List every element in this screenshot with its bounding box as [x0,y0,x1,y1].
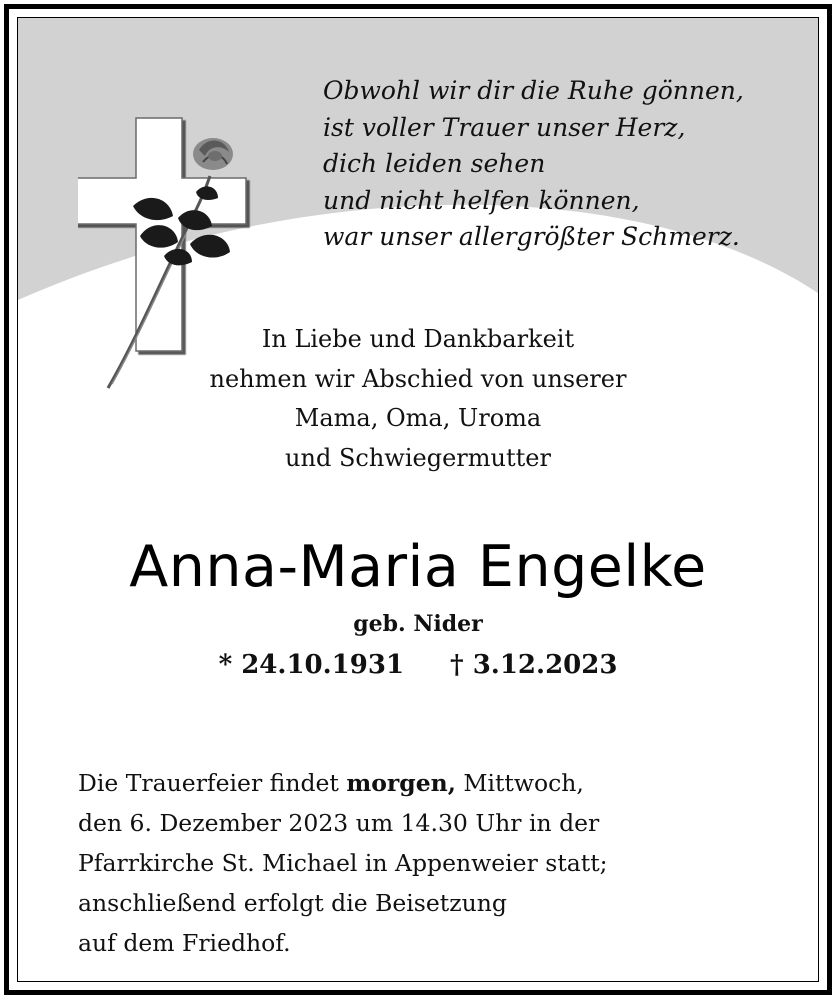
poem-line: ist voller Trauer unser Herz, [323,112,686,142]
intro-line: nehmen wir Abschied von unserer [209,364,627,393]
details-line: Pfarrkirche St. Michael in Appenweier statt; [78,849,608,877]
details-text: Mittwoch, [455,769,584,797]
details-line: anschließend erfolgt die Beisetzung [78,889,507,917]
life-dates [18,650,818,680]
poem-line: war unser allergrößter Schmerz. [323,222,740,251]
intro-line: und Schwiegermutter [285,443,551,472]
details-line: auf dem Friedhof. [78,929,291,957]
details-text: Die Trauerfeier findet [78,769,347,797]
poem-line: dich leiden sehen [323,149,546,178]
birth-date: * 24.10.1931 [218,650,405,680]
intro-line: Mama, Oma, Uroma [294,404,542,432]
farewell-intro [18,320,818,478]
birth-name: geb. Nider [353,611,483,637]
details-emphasis: morgen, [346,769,456,797]
obituary-frame [4,4,832,995]
deceased-name: Anna-Maria Engelke [129,534,707,600]
memorial-poem [323,73,744,256]
details-line [78,763,608,803]
obituary-card [17,17,819,982]
death-date: † 3.12.2023 [450,650,618,680]
poem-line: und nicht helfen können, [323,185,640,215]
poem-line: Obwohl wir dir die Ruhe gönnen, [323,76,744,105]
details-line: den 6. Dezember 2023 um 14.30 Uhr in der [78,809,600,837]
intro-line: In Liebe und Dankbarkeit [261,325,575,353]
funeral-details [78,763,608,963]
